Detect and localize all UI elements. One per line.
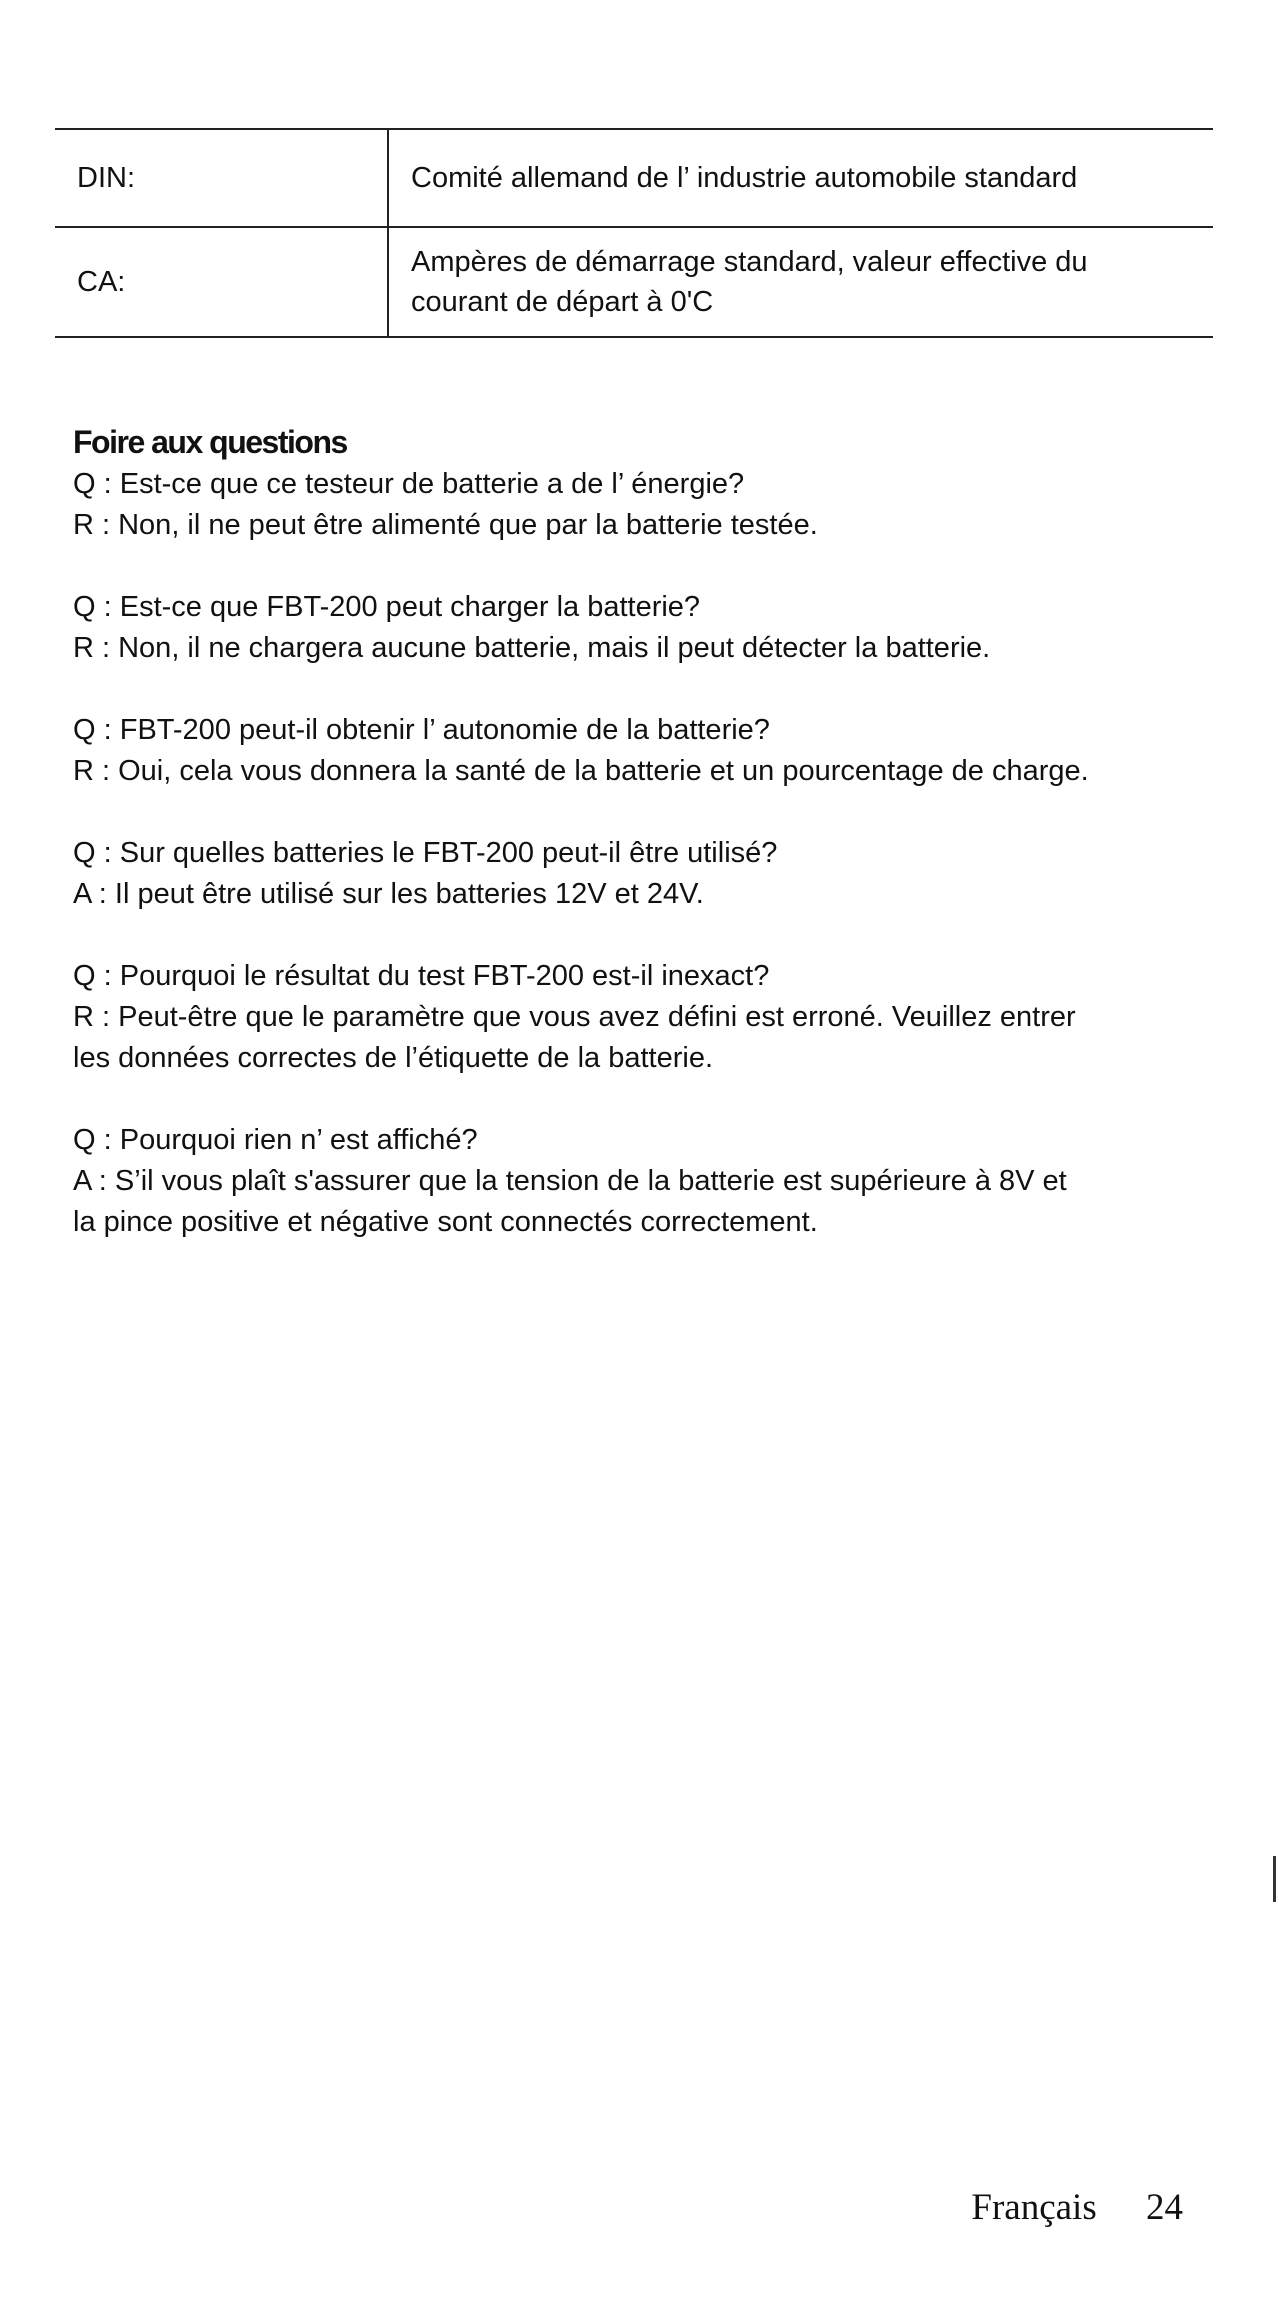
page-footer bbox=[971, 2186, 1183, 2230]
faq-answer: R : Non, il ne chargera aucune batterie, mais il peut détecter la batterie. bbox=[73, 632, 991, 664]
glossary-row-ca bbox=[55, 227, 1213, 337]
faq-question: Q : Est-ce que FBT-200 peut charger la batterie? bbox=[73, 591, 701, 623]
faq-title: Foire aux questions bbox=[73, 424, 347, 460]
faq-item bbox=[73, 956, 1213, 1079]
faq-question: Q : Pourquoi rien n’ est affiché? bbox=[73, 1124, 478, 1156]
scan-edge-mark bbox=[1273, 1856, 1276, 1902]
glossary-definition-line: Ampères de démarrage standard, valeur effective du bbox=[411, 246, 1088, 278]
glossary-term: CA: bbox=[55, 227, 388, 337]
glossary-row-din bbox=[55, 129, 1213, 227]
faq-item bbox=[73, 833, 1213, 915]
glossary-term: DIN: bbox=[55, 129, 388, 227]
faq-answer: A : S’il vous plaît s'assurer que la tension de la batterie est supérieure à 8V et bbox=[73, 1165, 1067, 1197]
faq-section bbox=[73, 420, 1213, 1284]
glossary-definition: Comité allemand de l’ industrie automobile standard bbox=[388, 129, 1213, 227]
faq-answer: R : Oui, cela vous donnera la santé de la batterie et un pourcentage de charge. bbox=[73, 755, 1089, 787]
faq-answer-continued: la pince positive et négative sont connectés correctement. bbox=[73, 1206, 818, 1238]
faq-question: Q : FBT-200 peut-il obtenir l’ autonomie de la batterie? bbox=[73, 714, 770, 746]
faq-answer: A : Il peut être utilisé sur les batteries 12V et 24V. bbox=[73, 878, 704, 910]
faq-item bbox=[73, 587, 1213, 669]
faq-item bbox=[73, 1120, 1213, 1243]
faq-answer: R : Peut-être que le paramètre que vous avez défini est erroné. Veuillez entrer bbox=[73, 1001, 1076, 1033]
faq-question: Q : Est-ce que ce testeur de batterie a de l’ énergie? bbox=[73, 468, 745, 500]
footer-language: Français bbox=[971, 2187, 1097, 2228]
glossary-table bbox=[55, 128, 1213, 338]
page-number: 24 bbox=[1146, 2187, 1183, 2228]
glossary-definition-line: courant de départ à 0'C bbox=[411, 286, 714, 318]
faq-answer-continued: les données correctes de l’étiquette de la batterie. bbox=[73, 1042, 714, 1074]
faq-question: Q : Pourquoi le résultat du test FBT-200 est-il inexact? bbox=[73, 960, 770, 992]
faq-list bbox=[73, 464, 1213, 1243]
faq-item bbox=[73, 464, 1213, 546]
faq-answer: R : Non, il ne peut être alimenté que par la batterie testée. bbox=[73, 509, 818, 541]
faq-item bbox=[73, 710, 1213, 792]
glossary-definition bbox=[388, 227, 1213, 337]
faq-question: Q : Sur quelles batteries le FBT-200 peut-il être utilisé? bbox=[73, 837, 778, 869]
